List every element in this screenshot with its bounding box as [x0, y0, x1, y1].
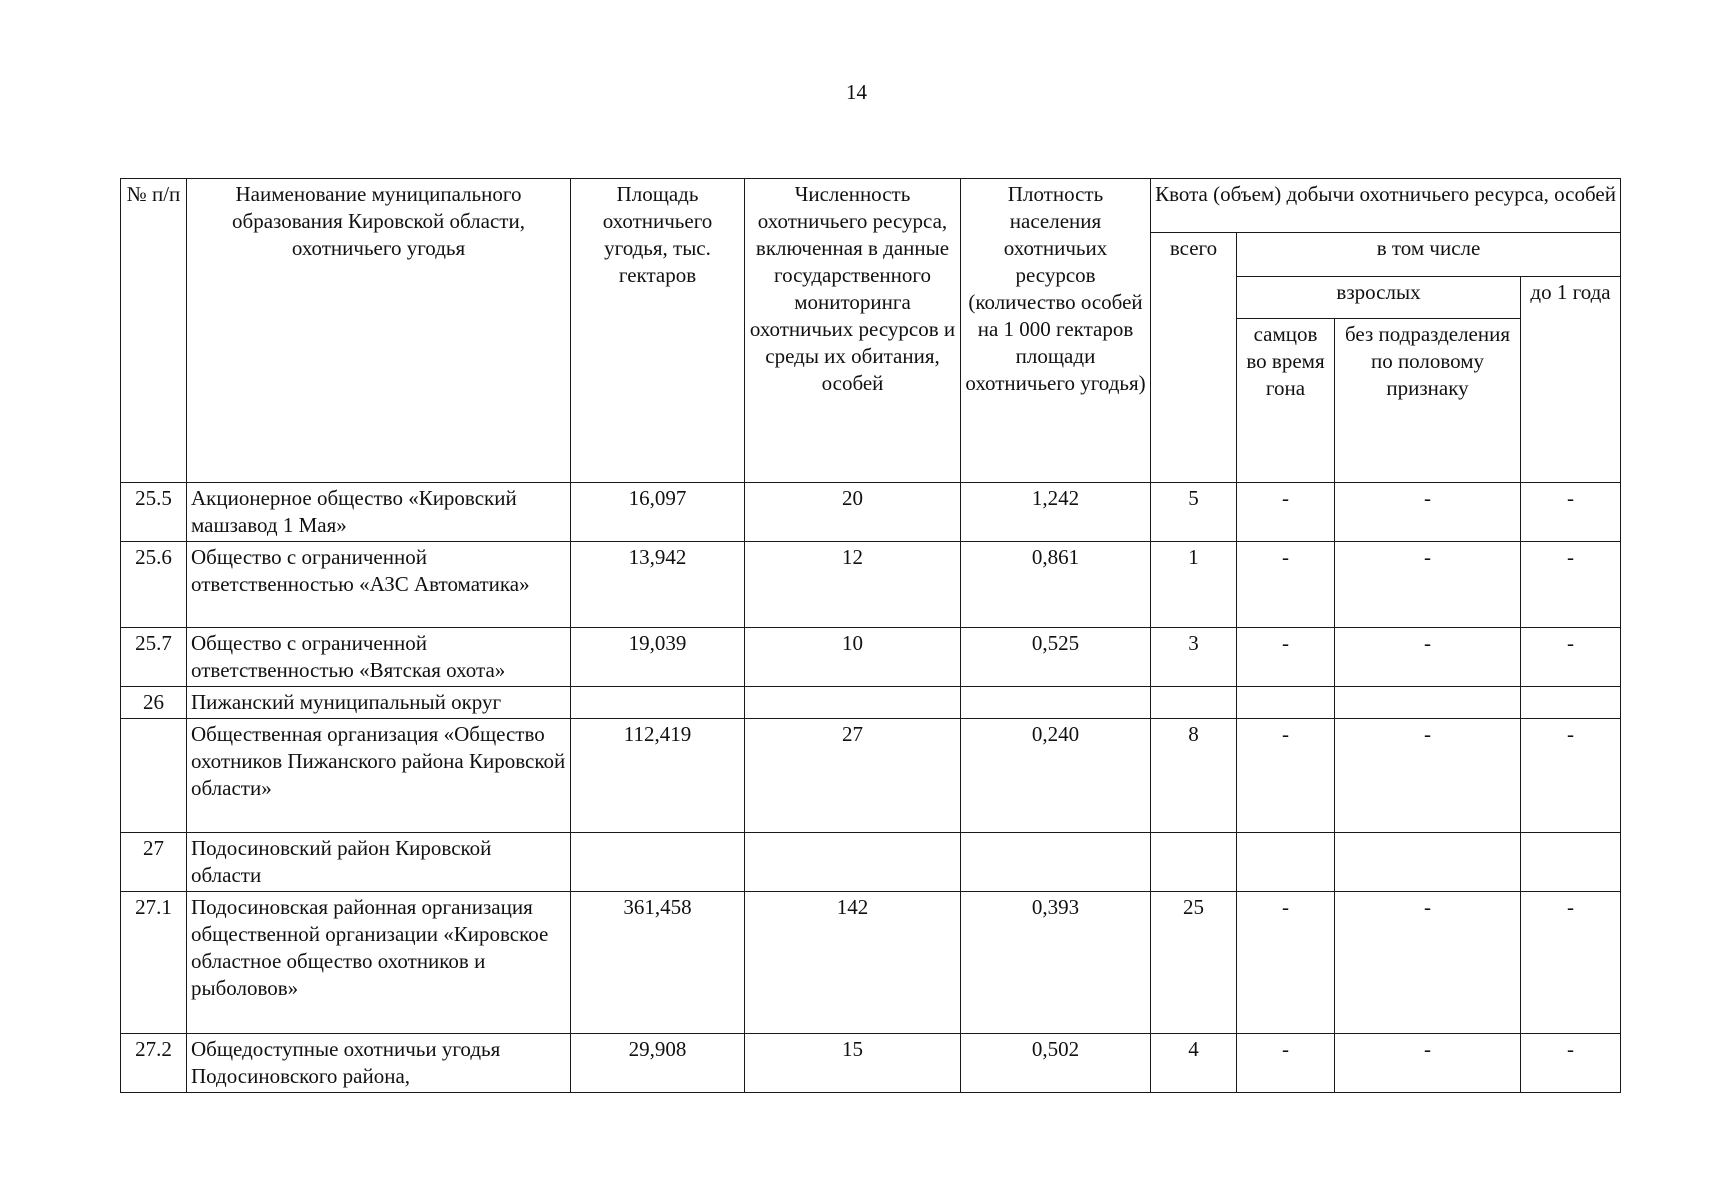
cell-area: 16,097	[571, 483, 745, 542]
header-adults: взрослых	[1237, 277, 1521, 319]
cell-nosex: -	[1335, 1034, 1521, 1093]
cell-density: 0,393	[961, 892, 1151, 1034]
cell-num: 27.1	[121, 892, 187, 1034]
cell-area: 361,458	[571, 892, 745, 1034]
cell-density	[961, 833, 1151, 892]
cell-num: 25.7	[121, 628, 187, 687]
header-total: всего	[1151, 233, 1237, 483]
cell-total: 1	[1151, 542, 1237, 628]
table-row-district	[121, 687, 1621, 719]
cell-males: -	[1237, 892, 1335, 1034]
cell-males: -	[1237, 1034, 1335, 1093]
cell-total: 8	[1151, 719, 1237, 833]
cell-males: -	[1237, 542, 1335, 628]
cell-name: Общество с ограниченной ответственностью «Вятская охота»	[187, 628, 571, 687]
cell-total: 5	[1151, 483, 1237, 542]
cell-name: Подосиновский район Кировской области	[187, 833, 571, 892]
cell-num: 26	[121, 687, 187, 719]
table-row	[121, 483, 1621, 542]
header-count: Численность охотничьего ресурса, включенная в данные государственного мониторинга охотничьих ресурсов и среды их обитания, особей	[745, 179, 961, 483]
hunting-quota-table	[120, 178, 1621, 1093]
cell-total: 3	[1151, 628, 1237, 687]
header-no-sex: без подразделения по половому признаку	[1335, 319, 1521, 483]
cell-males: -	[1237, 719, 1335, 833]
header-density: Плотность населения охотничьих ресурсов (количество особей на 1 000 гектаров площади охотничьего угодья)	[961, 179, 1151, 483]
cell-males: -	[1237, 628, 1335, 687]
cell-nosex: -	[1335, 542, 1521, 628]
cell-name: Общество с ограниченной ответственностью «АЗС Автоматика»	[187, 542, 571, 628]
header-under-one: до 1 года	[1521, 277, 1621, 483]
cell-nosex: -	[1335, 483, 1521, 542]
cell-nosex: -	[1335, 628, 1521, 687]
header-males-rut: самцов во время гона	[1237, 319, 1335, 483]
cell-nosex	[1335, 833, 1521, 892]
cell-young	[1521, 833, 1621, 892]
table-row-district	[121, 833, 1621, 892]
cell-young	[1521, 687, 1621, 719]
header-quota: Квота (объем) добычи охотничьего ресурса, особей	[1151, 179, 1621, 233]
cell-area: 112,419	[571, 719, 745, 833]
cell-count	[745, 833, 961, 892]
cell-young: -	[1521, 628, 1621, 687]
cell-num	[121, 719, 187, 833]
cell-density: 1,242	[961, 483, 1151, 542]
cell-area: 19,039	[571, 628, 745, 687]
cell-young: -	[1521, 1034, 1621, 1093]
cell-young: -	[1521, 542, 1621, 628]
cell-name: Подосиновская районная организация общественной организации «Кировское областное общество охотников и рыболовов»	[187, 892, 571, 1034]
table-body	[121, 483, 1621, 1093]
cell-males: -	[1237, 483, 1335, 542]
cell-total	[1151, 687, 1237, 719]
cell-density	[961, 687, 1151, 719]
cell-count	[745, 687, 961, 719]
cell-count: 10	[745, 628, 961, 687]
cell-nosex: -	[1335, 719, 1521, 833]
header-including: в том числе	[1237, 233, 1621, 277]
cell-young: -	[1521, 892, 1621, 1034]
table-row	[121, 628, 1621, 687]
cell-name: Общественная организация «Общество охотников Пижанского района Кировской области»	[187, 719, 571, 833]
table-row	[121, 719, 1621, 833]
cell-name: Пижанский муниципальный округ	[187, 687, 571, 719]
cell-total	[1151, 833, 1237, 892]
cell-name: Акционерное общество «Кировский машзавод 1 Мая»	[187, 483, 571, 542]
table-row	[121, 1034, 1621, 1093]
cell-area	[571, 833, 745, 892]
table-row	[121, 892, 1621, 1034]
cell-count: 15	[745, 1034, 961, 1093]
cell-density: 0,240	[961, 719, 1151, 833]
cell-density: 0,502	[961, 1034, 1151, 1093]
cell-young: -	[1521, 483, 1621, 542]
table-header	[121, 179, 1621, 483]
page-number: 14	[846, 80, 867, 104]
header-num: № п/п	[121, 179, 187, 483]
header-name: Наименование муниципального образования Кировской области, охотничьего угодья	[187, 179, 571, 483]
cell-density: 0,525	[961, 628, 1151, 687]
cell-num: 25.5	[121, 483, 187, 542]
cell-count: 27	[745, 719, 961, 833]
cell-area	[571, 687, 745, 719]
cell-males	[1237, 687, 1335, 719]
cell-nosex	[1335, 687, 1521, 719]
cell-count: 142	[745, 892, 961, 1034]
cell-count: 20	[745, 483, 961, 542]
cell-nosex: -	[1335, 892, 1521, 1034]
table-row	[121, 542, 1621, 628]
cell-total: 25	[1151, 892, 1237, 1034]
cell-total: 4	[1151, 1034, 1237, 1093]
cell-area: 13,942	[571, 542, 745, 628]
cell-count: 12	[745, 542, 961, 628]
header-area: Площадь охотничьего угодья, тыс. гектаров	[571, 179, 745, 483]
cell-males	[1237, 833, 1335, 892]
cell-young: -	[1521, 719, 1621, 833]
cell-density: 0,861	[961, 542, 1151, 628]
cell-num: 25.6	[121, 542, 187, 628]
cell-num: 27.2	[121, 1034, 187, 1093]
cell-name: Общедоступные охотничьи угодья Подосиновского района,	[187, 1034, 571, 1093]
cell-num: 27	[121, 833, 187, 892]
cell-area: 29,908	[571, 1034, 745, 1093]
